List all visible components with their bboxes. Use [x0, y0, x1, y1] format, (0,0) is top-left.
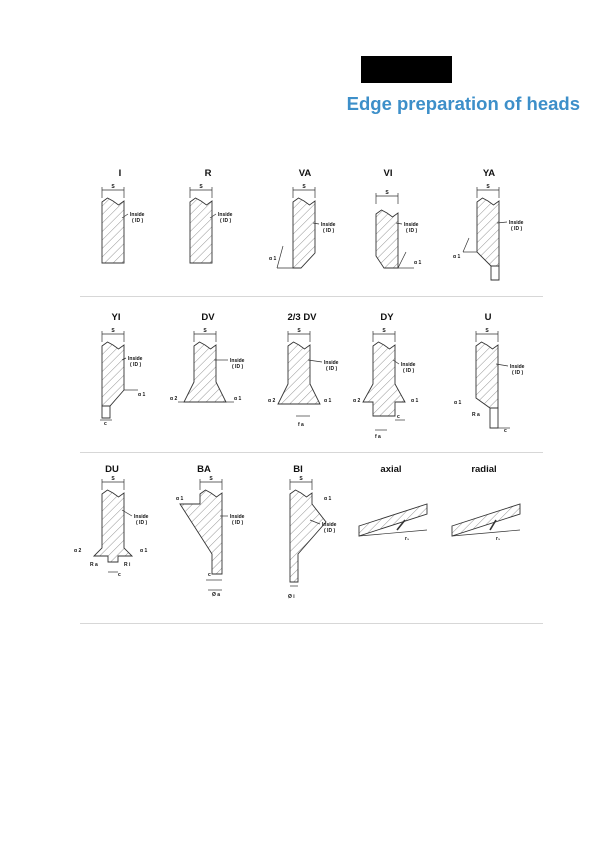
r1-label: r₁ [405, 536, 410, 542]
fa-label: f a [375, 434, 381, 440]
diagram-2-3-DV [254, 312, 350, 452]
s-label: S [486, 184, 490, 190]
inside-label: Inside [128, 356, 143, 362]
wall-section [102, 198, 124, 263]
alpha-1-label: α 1 [234, 396, 242, 402]
diagram-label: YI [111, 312, 121, 323]
diagram-DU [64, 464, 160, 604]
diagram-axial [343, 464, 439, 604]
diagram-YI [68, 312, 164, 452]
diagram-DY [339, 312, 435, 452]
wall-section [190, 198, 212, 263]
diagram-BA [156, 464, 252, 604]
s-label: S [297, 328, 301, 334]
id-label: ( ID ) [324, 528, 336, 534]
alpha-2-label: α 2 [170, 396, 178, 402]
diagram-YA [441, 168, 537, 308]
wall-section [293, 198, 315, 268]
inside-label: Inside [404, 222, 419, 228]
diagram-label: U [484, 312, 492, 323]
diagram-label: 2/3 DV [287, 312, 317, 323]
id-label: ( ID ) [232, 364, 244, 370]
root-face [491, 266, 499, 280]
alpha-1-label: α 1 [269, 256, 277, 262]
inside-label: Inside [321, 222, 336, 228]
diagram-label: VI [383, 168, 393, 179]
diagram-radial-drawing [436, 464, 532, 604]
wall-section [477, 198, 499, 266]
diagram-label: DV [201, 312, 215, 323]
wall-section [278, 342, 320, 404]
c-label: c [208, 572, 211, 578]
id-label: ( ID ) [406, 228, 418, 234]
c-label: c [118, 572, 121, 578]
diagram-VA-drawing [257, 168, 353, 308]
s-label: S [111, 184, 115, 190]
s-label: S [111, 476, 115, 482]
diagram-2-3-DV-drawing [254, 312, 350, 452]
diagram-BI [250, 464, 346, 604]
ra-label: R a [472, 412, 480, 418]
diagram-BI-drawing [250, 464, 346, 604]
id-label: ( ID ) [323, 228, 335, 234]
id-label: ( ID ) [403, 368, 415, 374]
dimension-line [277, 246, 283, 268]
separator-2 [80, 452, 543, 453]
redacted-logo [361, 56, 452, 83]
diagram-YA-drawing [441, 168, 537, 308]
id-label: ( ID ) [512, 370, 524, 376]
id-label: ( ID ) [326, 366, 338, 372]
diagram-label: radial [471, 464, 497, 475]
id-label: ( ID ) [511, 226, 523, 232]
diagram-label: DU [105, 464, 119, 475]
r1-label: r₁ [496, 536, 501, 542]
wall-section [94, 490, 132, 562]
id-label: ( ID ) [132, 218, 144, 224]
inside-label: Inside [218, 212, 233, 218]
alpha-1-label: α 1 [411, 398, 419, 404]
diagram-VI [340, 168, 436, 308]
alpha-1-label: α 1 [138, 392, 146, 398]
da-label: Ø a [212, 592, 221, 598]
wall-section [290, 490, 326, 582]
diagram-BA-drawing [156, 464, 252, 604]
c-label: c [504, 428, 507, 434]
inside-label: Inside [134, 514, 149, 520]
wall-section [376, 210, 398, 268]
di-label: Ø i [288, 594, 295, 600]
s-label: S [111, 328, 115, 334]
s-label: S [382, 328, 386, 334]
s-label: S [299, 476, 303, 482]
diagram-VI-drawing [340, 168, 436, 308]
id-label: ( ID ) [232, 520, 244, 526]
diagram-DV-drawing [160, 312, 256, 452]
diagram-R-drawing [160, 168, 256, 308]
inside-label: Inside [509, 220, 524, 226]
alpha-1-label: α 1 [454, 400, 462, 406]
inside-label: Inside [401, 362, 416, 368]
alpha-1-label: α 1 [140, 548, 148, 554]
diagram-label: YA [482, 168, 496, 179]
alpha-1-label: α 1 [324, 496, 332, 502]
diagram-label: I [118, 168, 122, 179]
s-label: S [302, 184, 306, 190]
diagram-I-drawing [72, 168, 168, 308]
s-label: S [209, 476, 213, 482]
s-label: S [385, 190, 389, 196]
alpha-1-label: α 1 [324, 398, 332, 404]
wall-section [180, 490, 222, 574]
diagram-DU-drawing [64, 464, 160, 604]
wall-section [476, 342, 498, 408]
diagram-label: axial [380, 464, 402, 475]
diagram-I [72, 168, 168, 308]
diagram-label: BI [293, 464, 303, 475]
root-face [102, 406, 110, 418]
separator-3 [80, 623, 543, 624]
diagram-U [440, 312, 536, 452]
inside-label: Inside [322, 522, 337, 528]
alpha-2-label: α 2 [74, 548, 82, 554]
s-label: S [203, 328, 207, 334]
inside-label: Inside [324, 360, 339, 366]
alpha-1-label: α 1 [176, 496, 184, 502]
diagram-U-drawing [440, 312, 536, 452]
diagram-label: VA [298, 168, 312, 179]
inside-label: Inside [130, 212, 145, 218]
fa-label: f a [298, 422, 304, 428]
id-label: ( ID ) [220, 218, 232, 224]
diagram-DY-drawing [339, 312, 435, 452]
dimension-line [398, 252, 406, 268]
wall-section [184, 342, 226, 402]
page-title: Edge preparation of heads [346, 93, 580, 114]
inside-label: Inside [230, 358, 245, 364]
s-label: S [485, 328, 489, 334]
diagram-R [160, 168, 256, 308]
inside-label: Inside [230, 514, 245, 520]
ra-label: R a [90, 562, 98, 568]
root-face [490, 408, 498, 428]
ri-label: R i [124, 562, 131, 568]
diagram-label: R [204, 168, 212, 179]
wall-section [363, 342, 405, 416]
diagram-label: DY [380, 312, 394, 323]
alpha-2-label: α 2 [353, 398, 361, 404]
diagram-VA [257, 168, 353, 308]
alpha-1-label: α 1 [453, 254, 461, 260]
wall-section [102, 342, 124, 406]
s-label: S [199, 184, 203, 190]
c-label: c [397, 414, 400, 420]
c-label: c [104, 421, 107, 427]
diagram-YI-drawing [68, 312, 164, 452]
inside-label: Inside [510, 364, 525, 370]
diagram-label: BA [197, 464, 211, 475]
alpha-1-label: α 1 [414, 260, 422, 266]
diagram-axial-drawing [343, 464, 439, 604]
dimension-line [463, 238, 469, 252]
diagram-radial [436, 464, 532, 604]
alpha-2-label: α 2 [268, 398, 276, 404]
id-label: ( ID ) [136, 520, 148, 526]
diagram-DV [160, 312, 256, 452]
id-label: ( ID ) [130, 362, 142, 368]
